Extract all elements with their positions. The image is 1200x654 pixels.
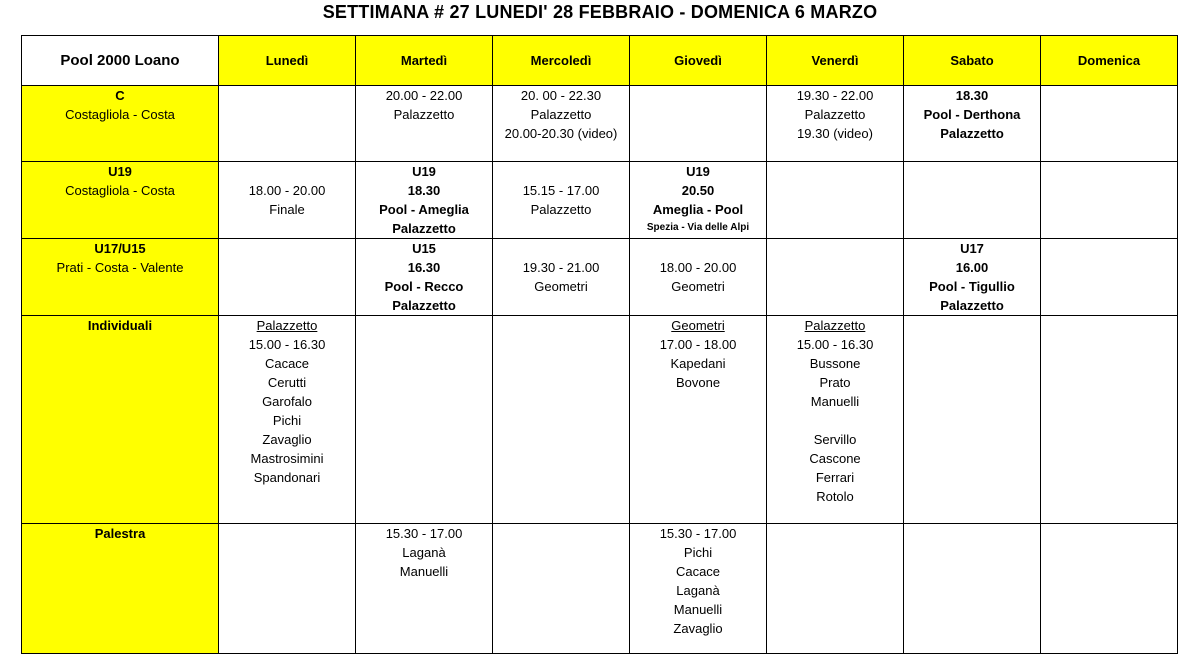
day-header-domenica: Domenica [1041, 36, 1178, 86]
cell-line: Bovone [675, 375, 721, 390]
day-header-venerdi: Venerdì [767, 36, 904, 86]
day-header-martedi: Martedì [356, 36, 493, 86]
cell-line: Cacace [264, 356, 310, 371]
row-header-individuali [22, 316, 219, 524]
cell-line: Finale [269, 202, 305, 217]
cell-u19-domenica [1041, 162, 1178, 239]
cell-line: Rotolo [816, 489, 854, 504]
cell-c-giovedi [630, 86, 767, 162]
cell-individuali-lunedi [219, 316, 356, 524]
cell-line: 17.00 - 18.00 [659, 337, 737, 352]
cell-line: 20.00 - 22.00 [385, 88, 463, 103]
cell-individuali-mercoledi [493, 316, 630, 524]
day-header-mercoledi: Mercoledì [493, 36, 630, 86]
row-individuali [22, 316, 1178, 524]
cell-line: 20.00-20.30 (video) [504, 126, 618, 141]
cell-u17-giovedi [630, 239, 767, 316]
cell-individuali-martedi [356, 316, 493, 524]
cell-line: Cerutti [267, 375, 307, 390]
cell-line: Manuelli [399, 564, 449, 579]
row-code: U17/U15 [94, 241, 146, 256]
cell-line: Bussone [809, 356, 861, 371]
cell-line: Spandonari [253, 470, 321, 485]
cell-individuali-venerdi [767, 316, 904, 524]
cell-line: Prato [819, 375, 851, 390]
cell-u19-sabato [904, 162, 1041, 239]
cell-line: 20.50 [681, 183, 715, 198]
row-coaches: Costagliola - Costa [65, 107, 175, 122]
cell-c-mercoledi [493, 86, 630, 162]
cell-individuali-giovedi [630, 316, 767, 524]
row-code: Palestra [94, 526, 146, 541]
cell-line: U19 [686, 164, 710, 179]
cell-line: Kapedani [670, 356, 726, 371]
day-header-giovedi: Giovedì [630, 36, 767, 86]
cell-line: 19.30 (video) [797, 126, 873, 141]
cell-line: Spezia - Via delle Alpi [646, 222, 750, 233]
row-coaches: Prati - Costa - Valente [56, 260, 184, 275]
cell-line: Palazzetto [940, 126, 1004, 141]
cell-line: 15.00 - 16.30 [248, 337, 326, 352]
cell-line: U15 [412, 241, 436, 256]
cell-u19-martedi [356, 162, 493, 239]
cell-line: Garofalo [262, 394, 312, 409]
cell-palestra-giovedi [630, 524, 767, 654]
cell-u19-lunedi [219, 162, 356, 239]
cell-line [767, 411, 903, 430]
cell-line: Zavaglio [673, 621, 723, 636]
cell-line: Palazzetto [530, 202, 592, 217]
cell-line [219, 162, 355, 181]
cell-line: 18.00 - 20.00 [659, 260, 737, 275]
cell-line: 15.30 - 17.00 [659, 526, 737, 541]
cell-line: Manuelli [810, 394, 860, 409]
cell-line: Geometri [671, 318, 725, 333]
cell-u19-venerdi [767, 162, 904, 239]
cell-line: Pool - Recco [384, 279, 464, 294]
cell-line: Pichi [272, 413, 302, 428]
cell-line: Ferrari [815, 470, 855, 485]
cell-line: 20. 00 - 22.30 [520, 88, 602, 103]
cell-palestra-martedi [356, 524, 493, 654]
row-code: C [115, 88, 125, 103]
cell-line: Palazzetto [392, 221, 456, 236]
cell-line: 16.30 [407, 260, 441, 275]
cell-line: Geometri [534, 279, 588, 294]
team-name-cell: Pool 2000 Loano [22, 36, 219, 86]
page-title: SETTIMANA # 27 LUNEDI' 28 FEBBRAIO - DOMENICA 6 MARZO [322, 2, 878, 22]
cell-line: Pool - Tigullio [929, 279, 1015, 294]
cell-line: 15.00 - 16.30 [796, 337, 874, 352]
row-code: Individuali [87, 318, 153, 333]
cell-line: Laganà [402, 545, 446, 560]
cell-line: Palazzetto [804, 107, 866, 122]
cell-line: U17 [960, 241, 984, 256]
cell-palestra-domenica [1041, 524, 1178, 654]
cell-u19-giovedi [630, 162, 767, 239]
cell-line: 15.30 - 17.00 [385, 526, 463, 541]
cell-u17-martedi [356, 239, 493, 316]
cell-line: Cacace [675, 564, 721, 579]
cell-u17-lunedi [219, 239, 356, 316]
schedule-table [21, 35, 1178, 654]
cell-line: Manuelli [673, 602, 723, 617]
row-u19 [22, 162, 1178, 239]
cell-line: Ameglia - Pool [652, 202, 744, 217]
cell-line: U19 [412, 164, 436, 179]
row-c [22, 86, 1178, 162]
row-header-u19 [22, 162, 219, 239]
cell-line: 18.00 - 20.00 [248, 183, 326, 198]
cell-line: Geometri [671, 279, 725, 294]
row-coaches: Costagliola - Costa [65, 183, 175, 198]
cell-u17-sabato [904, 239, 1041, 316]
row-header-c [22, 86, 219, 162]
cell-line: Palazzetto [530, 107, 592, 122]
cell-line: 15.15 - 17.00 [522, 183, 600, 198]
cell-line: 18.30 [407, 183, 441, 198]
cell-individuali-domenica [1041, 316, 1178, 524]
cell-c-sabato [904, 86, 1041, 162]
cell-line: 19.30 - 22.00 [796, 88, 874, 103]
cell-line: Palazzetto [392, 298, 456, 313]
cell-c-venerdi [767, 86, 904, 162]
cell-line [493, 239, 629, 258]
cell-u19-mercoledi [493, 162, 630, 239]
cell-c-domenica [1041, 86, 1178, 162]
cell-line: Palazzetto [256, 318, 318, 333]
cell-line: 19.30 - 21.00 [522, 260, 600, 275]
row-header-u17-u15 [22, 239, 219, 316]
row-header-palestra [22, 524, 219, 654]
cell-c-lunedi [219, 86, 356, 162]
cell-line [493, 162, 629, 181]
cell-line: Cascone [809, 451, 861, 466]
cell-line: Palazzetto [393, 107, 455, 122]
cell-palestra-sabato [904, 524, 1041, 654]
cell-line: Pichi [683, 545, 713, 560]
cell-line: 16.00 [955, 260, 989, 275]
cell-line: 18.30 [955, 88, 989, 103]
row-u17-u15 [22, 239, 1178, 316]
row-palestra [22, 524, 1178, 654]
cell-line: Laganà [676, 583, 720, 598]
cell-line [630, 239, 766, 258]
cell-line: Mastrosimini [250, 451, 324, 466]
cell-line: Pool - Derthona [923, 107, 1021, 122]
cell-u17-venerdi [767, 239, 904, 316]
day-header-lunedi: Lunedì [219, 36, 356, 86]
cell-line: Pool - Ameglia [379, 202, 469, 217]
cell-line: Zavaglio [262, 432, 312, 447]
cell-individuali-sabato [904, 316, 1041, 524]
cell-palestra-mercoledi [493, 524, 630, 654]
cell-line: Palazzetto [940, 298, 1004, 313]
cell-palestra-lunedi [219, 524, 356, 654]
row-code: U19 [108, 164, 132, 179]
cell-u17-domenica [1041, 239, 1178, 316]
cell-u17-mercoledi [493, 239, 630, 316]
cell-line: Servillo [813, 432, 857, 447]
header-row [22, 36, 1178, 86]
day-header-sabato: Sabato [904, 36, 1041, 86]
cell-line: Palazzetto [804, 318, 866, 333]
cell-c-martedi [356, 86, 493, 162]
cell-palestra-venerdi [767, 524, 904, 654]
